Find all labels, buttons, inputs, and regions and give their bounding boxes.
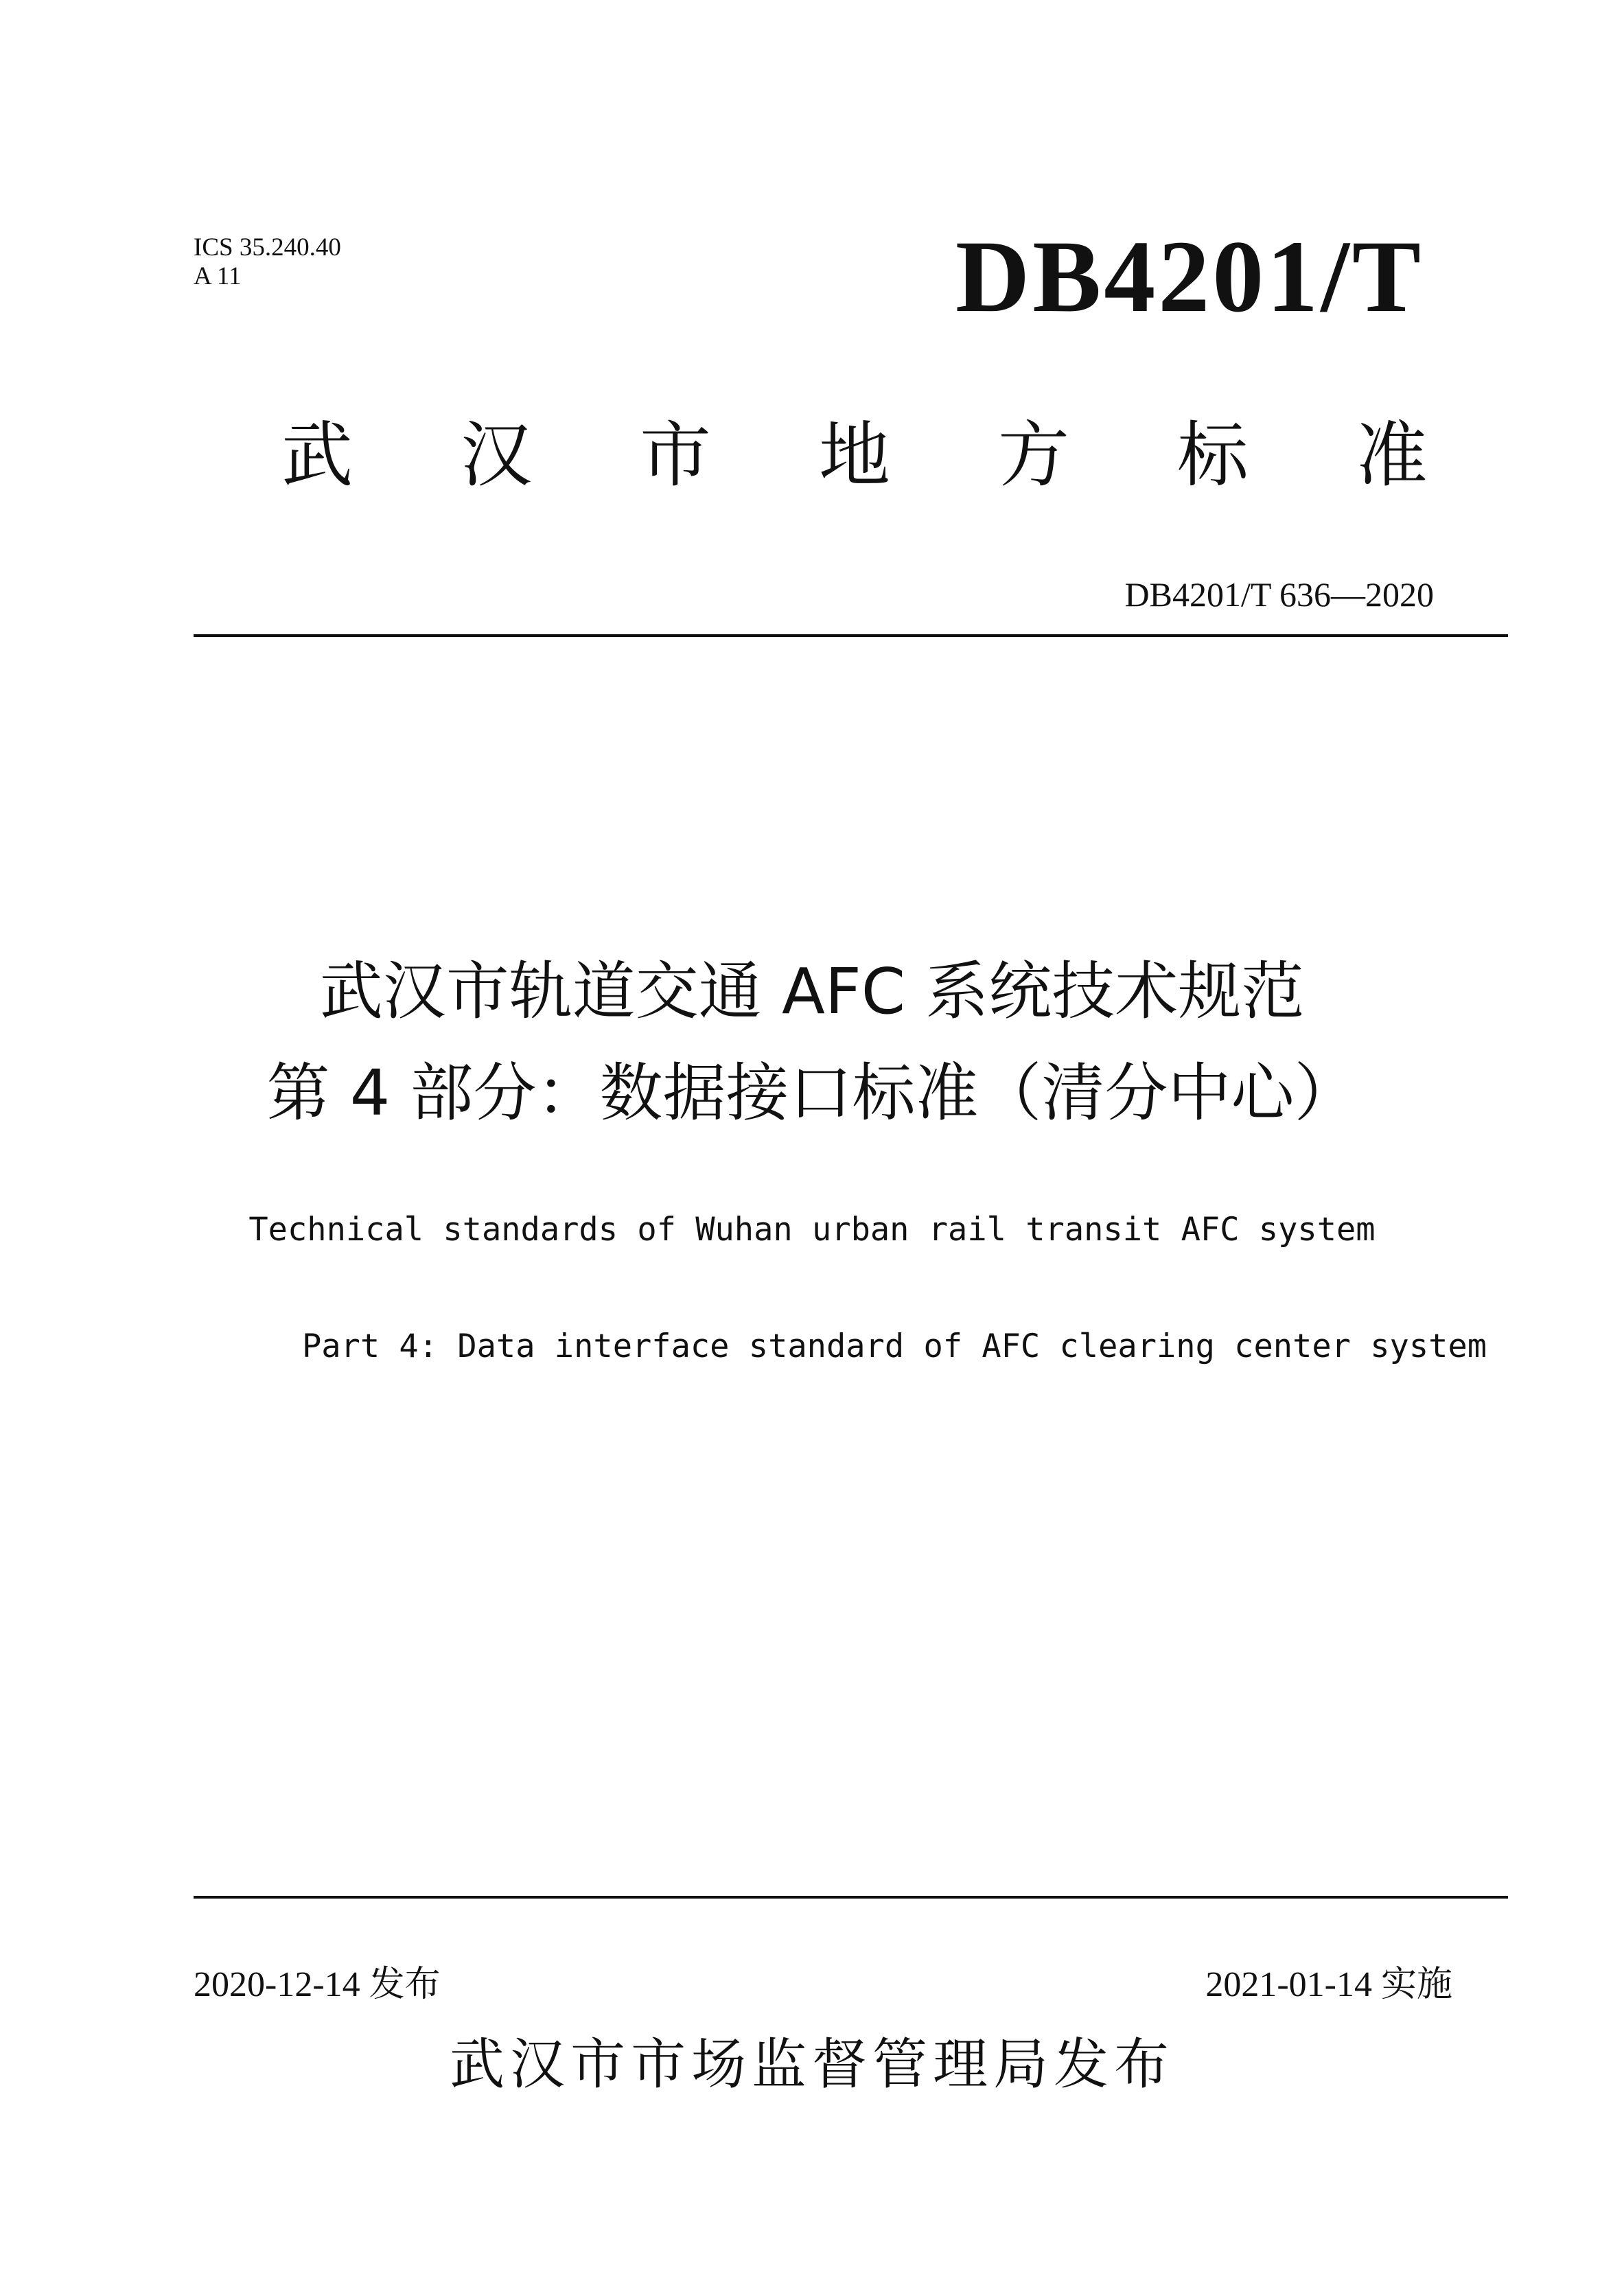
title-cn-line2: 第 4 部分：数据接口标准（清分中心） (266, 1056, 1358, 1130)
ics-code: ICS 35.240.40 (194, 233, 341, 262)
standard-type-char: 标 (1176, 413, 1249, 497)
title-cn-line1: 武汉市轨道交通 AFC 系统技术规范 (319, 955, 1305, 1028)
title-en-line1: Technical standards of Wuhan urban rail transit AFC system (248, 1211, 1376, 1249)
effective-date: 2021-01-14 实施 (1205, 1965, 1452, 2004)
standard-type-char: 准 (1356, 413, 1428, 497)
standard-type-char: 地 (818, 413, 890, 497)
top-divider (194, 634, 1508, 637)
classification-codes (194, 233, 341, 291)
standard-type (281, 410, 1428, 500)
standard-type-char: 武 (281, 413, 353, 497)
publish-date: 2020-12-14 发布 (194, 1965, 441, 2004)
title-en-line2: Part 4: Data interface standard of AFC clearing center system (301, 1327, 1487, 1365)
standard-code: DB4201/T (955, 220, 1424, 334)
standard-type-char: 方 (997, 413, 1069, 497)
issuer: 武汉市市场监督管理局发布 (450, 2032, 1174, 2096)
standard-number: DB4201/T 636—2020 (1124, 575, 1434, 614)
ccs-code: A 11 (194, 262, 242, 290)
standard-type-char: 市 (639, 413, 711, 497)
bottom-divider (194, 1896, 1508, 1899)
standard-type-char: 汉 (460, 413, 532, 497)
